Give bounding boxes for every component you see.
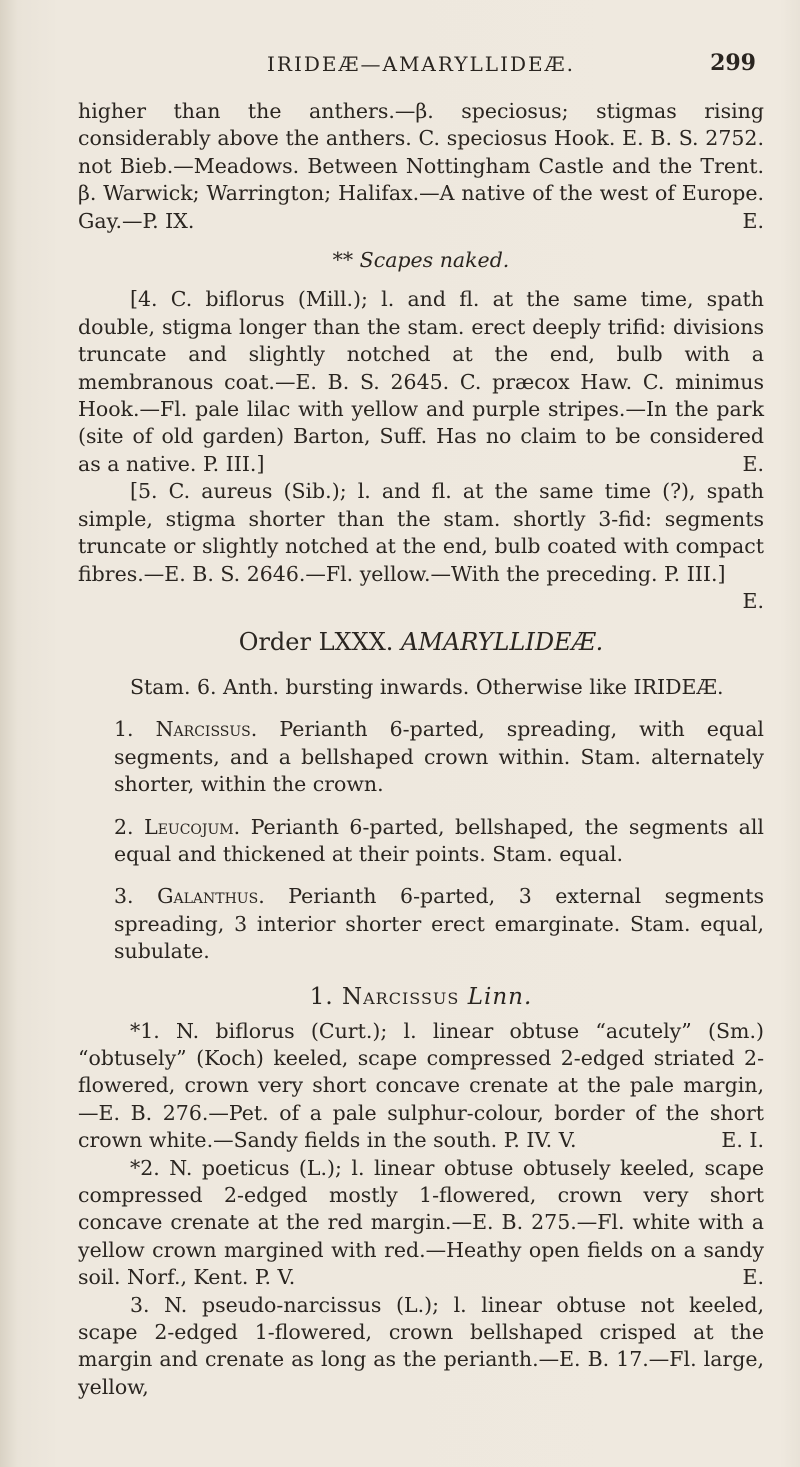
genus-number: 1.	[114, 717, 134, 742]
genus-heading-name: Narcissus	[342, 983, 460, 1010]
genus-list-item	[78, 716, 764, 798]
species-text: 3. N. pseudo-narcissus (L.); l. linear obtuse not keeled, scape 2-edged 1-flowered, crown bellshaped crisped at the margin and crenate as long as the perianth.—E. B. 17.—Fl. large, yellow,	[78, 1292, 764, 1399]
genus-number: 2.	[114, 814, 134, 839]
genus-name: Leucojum.	[144, 814, 241, 839]
genus-name: Galanthus.	[157, 884, 265, 909]
species-suffix: E. I.	[721, 1128, 764, 1153]
genus-description: Perianth 6-parted, 3 external segments spreading, 3 interior shorter erect emarginate. Stam. equal, subulate.	[114, 884, 764, 964]
paragraph-suffix: E.	[742, 451, 764, 476]
genus-name: Narcissus.	[155, 717, 258, 742]
paragraph-text: [4. C. biflorus (Mill.); l. and fl. at the same time, spath double, stigma longer than the stam. erect deeply trifid: divisions truncate and slightly notched at the end, bulb with a membranous coat.—E. B. S. 2645. C. præcox Haw. C. minimus Hook.—Fl. pale lilac with yellow and purple stripes.—In the park (site of old garden) Barton, Suff. Has no claim to be considered as a native. P. III.]	[78, 287, 764, 476]
page-header	[78, 52, 764, 88]
genus-heading-author: Linn.	[467, 983, 533, 1010]
order-name: AMARYLLIDEÆ.	[401, 627, 604, 656]
species-text: *1. N. biflorus (Curt.); l. linear obtuse “acutely” (Sm.) “obtusely” (Koch) keeled, scape compressed 2-edged striated 2-flowered, crown very short concave crenate at the pale margin, —E. B. 276.—Pet. of a pale sulphur-colour, border of the short crown white.—Sandy fields in the south. P. IV. V.	[78, 1018, 764, 1153]
paragraph-text: [5. C. aureus (Sib.); l. and fl. at the same time (?), spath simple, stigma shorter than the stam. shortly 3-fid: segments truncate or slightly notched at the end, bulb coated with compact fibres.—E. B. S. 2646.—Fl. yellow.—With the preceding. P. III.]	[78, 479, 764, 586]
paragraph-crocus-speciosus	[78, 98, 764, 235]
genus-heading-number: 1.	[309, 983, 334, 1010]
page-number: 299	[710, 50, 756, 76]
genus-list-item	[78, 883, 764, 965]
genus-list-item	[78, 814, 764, 869]
species-suffix: E.	[742, 1265, 764, 1290]
genus-number: 3.	[114, 884, 134, 909]
paragraph-suffix: E.	[742, 588, 764, 613]
order-prefix: Order LXXX.	[238, 627, 394, 656]
order-heading	[78, 628, 764, 656]
paragraph-crocus-aureus	[78, 478, 764, 613]
paragraph-text: higher than the anthers.—β. speciosus; stigmas rising considerably above the anthers. C. speciosus Hook. E. B. S. 2752. not Bieb.—Meadows. Between Nottingham Castle and the Trent. β. Warwick; Warrington; Halifax.—A native of the west of Europe. Gay.—P. IX.	[78, 99, 764, 233]
species-text: *2. N. poeticus (L.); l. linear obtuse obtusely keeled, scape compressed 2-edged mostly 1-flowered, crown very short concave crenate at the red margin.—E. B. 275.—Fl. white with a yellow crown margined with red.—Heathy open fields on a sandy soil. Norf., Kent. P. V.	[78, 1155, 764, 1290]
paragraph-crocus-biflorus	[78, 286, 764, 478]
genus-heading	[78, 984, 764, 1010]
section-heading-scapes-naked: ** Scapes naked.	[332, 248, 510, 273]
species-narcissus-biflorus	[78, 1018, 764, 1155]
species-narcissus-poeticus	[78, 1155, 764, 1292]
genus-description: Perianth 6-parted, bellshaped, the segments all equal and thickened at their points. Stam. equal.	[114, 814, 764, 866]
genus-description: Perianth 6-parted, spreading, with equal segments, and a bellshaped crown within. Stam. alternately shorter, within the crown.	[114, 717, 764, 797]
running-head: IRIDEÆ—AMARYLLIDEÆ.	[267, 52, 575, 76]
paragraph-suffix: E.	[742, 208, 764, 233]
order-description: Stam. 6. Anth. bursting inwards. Otherwise like IRIDEÆ.	[130, 674, 724, 699]
species-narcissus-pseudo-narcissus	[78, 1292, 764, 1402]
